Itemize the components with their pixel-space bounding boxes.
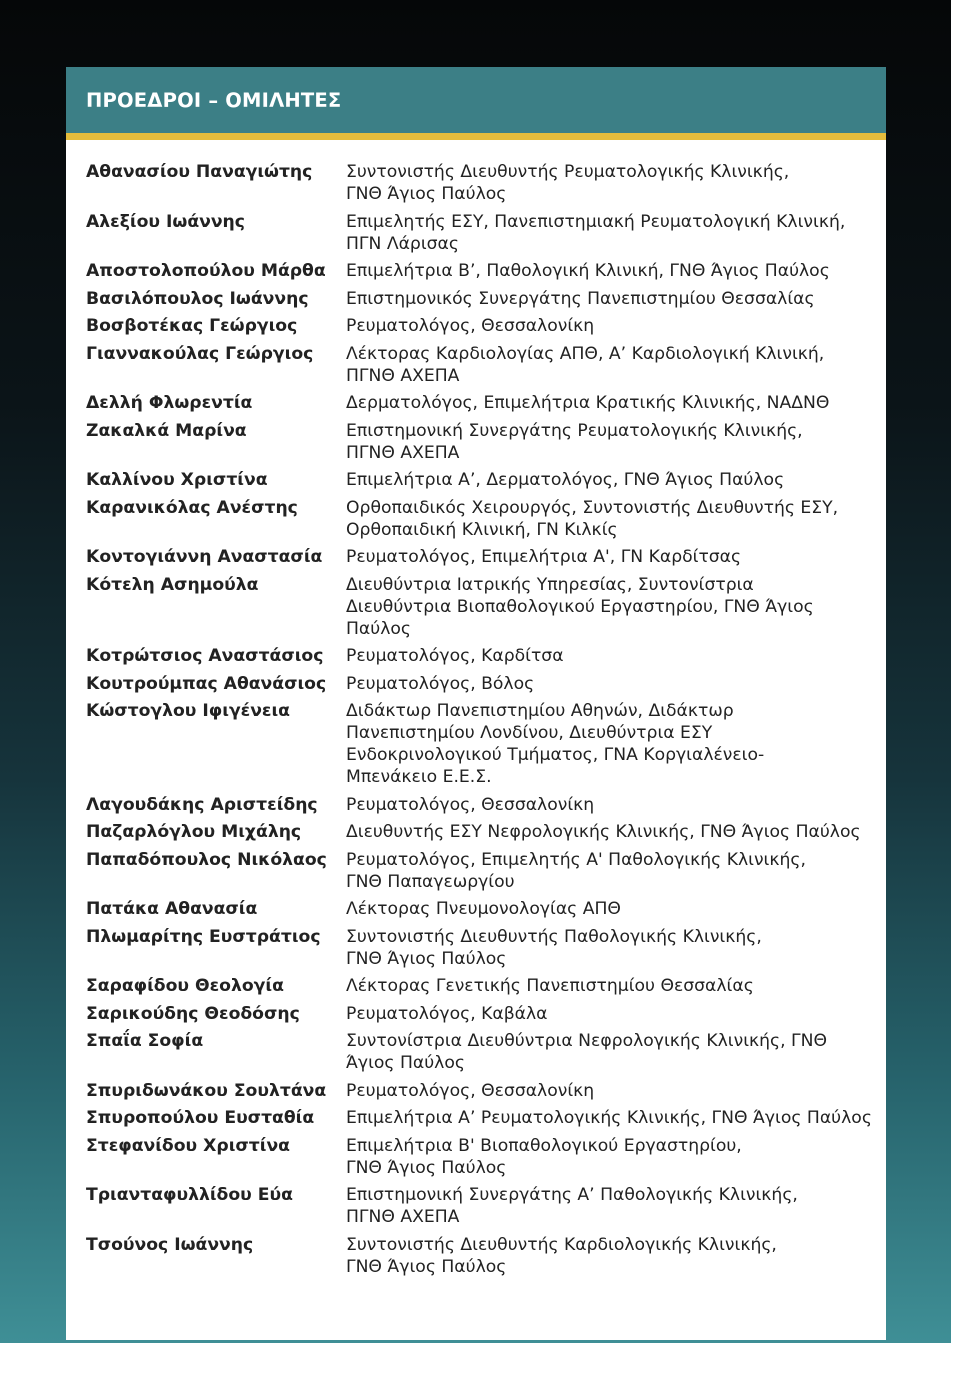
list-item: [86, 392, 876, 414]
list-item: [86, 420, 876, 464]
person-name: Τσούνος Ιωάννης: [86, 1234, 254, 1255]
list-item: [86, 1184, 876, 1228]
person-name: Κότελη Ασημούλα: [86, 574, 259, 595]
list-item: [86, 926, 876, 970]
description-line: Ρευματολόγος, Θεσσαλονίκη: [346, 1080, 595, 1101]
description-line: Παύλος: [346, 618, 411, 639]
description-line: ΓΝΘ Άγιος Παύλος: [346, 184, 507, 204]
person-description: [346, 821, 876, 843]
description-line: ΓΝΘ Παπαγεωργίου: [346, 871, 515, 892]
person-name: Κουτρούμπας Αθανάσιος: [86, 673, 327, 694]
section-title: ΠΡΟΕΔΡΟΙ – ΟΜΙΛΗΤΕΣ: [86, 88, 342, 112]
description-line: Επιμελήτρια Β' Βιοπαθολογικού Εργαστηρίου,: [346, 1135, 742, 1156]
list-item: [86, 821, 876, 843]
list-item: [86, 898, 876, 920]
person-name: Κοτρώτσιος Αναστάσιος: [86, 646, 324, 666]
list-item: [86, 700, 876, 788]
description-line: Συντονιστής Διευθυντής Παθολογικής Κλινικής,: [346, 926, 762, 947]
list-item: [86, 673, 876, 695]
description-line: Επιμελητής ΕΣΥ, Πανεπιστημιακή Ρευματολογική Κλινική,: [346, 211, 846, 232]
list-item: [86, 260, 876, 282]
list-item: [86, 1080, 876, 1102]
person-name: Καλλίνου Χριστίνα: [86, 470, 268, 490]
person-name: Ζακαλκά Μαρίνα: [86, 420, 247, 441]
description-line: Επιμελήτρια Α’, Δερματολόγος, ΓΝΘ Άγιος Παύλος: [346, 470, 785, 490]
list-item: [86, 469, 876, 491]
person-name: Σπαΐα Σοφία: [86, 1031, 204, 1051]
person-description: [346, 420, 876, 464]
list-item: [86, 497, 876, 541]
person-description: [346, 673, 876, 695]
person-name: Κοντογιάννη Αναστασία: [86, 547, 323, 567]
list-item: [86, 645, 876, 667]
list-item: [86, 1234, 876, 1278]
person-description: [346, 898, 876, 920]
description-line: Ρευματολόγος, Επιμελήτρια Α', ΓΝ Καρδίτσας: [346, 547, 742, 567]
description-line: ΓΝΘ Άγιος Παύλος: [346, 1256, 507, 1277]
description-line: ΠΓΝΘ ΑΧΕΠΑ: [346, 1207, 460, 1227]
list-item: [86, 343, 876, 387]
person-description: [346, 1080, 876, 1102]
person-description: [346, 574, 876, 640]
person-description: [346, 315, 876, 337]
person-description: [346, 1003, 876, 1025]
description-line: Ρευματολόγος, Βόλος: [346, 673, 535, 694]
person-name: Σπυροπούλου Ευσταθία: [86, 1108, 315, 1128]
description-line: Μπενάκειο Ε.Ε.Σ.: [346, 767, 492, 787]
person-name: Στεφανίδου Χριστίνα: [86, 1135, 290, 1156]
description-line: ΓΝΘ Άγιος Παύλος: [346, 948, 507, 969]
person-description: [346, 1135, 876, 1179]
description-line: Επιμελήτρια Β’, Παθολογική Κλινική, ΓΝΘ Άγιος Παύλος: [346, 261, 830, 281]
person-name: Σαρικούδης Θεοδόσης: [86, 1003, 300, 1024]
person-name: Πλωμαρίτης Ευστράτιος: [86, 926, 321, 947]
description-line: ΠΓΝΘ ΑΧΕΠΑ: [346, 365, 460, 386]
description-line: Επιμελήτρια Α’ Ρευματολογικής Κλινικής, ΓΝΘ Άγιος Παύλος: [346, 1108, 872, 1128]
person-name: Βασιλόπουλος Ιωάννης: [86, 288, 309, 309]
description-line: Επιστημονικός Συνεργάτης Πανεπιστημίου Θεσσαλίας: [346, 288, 815, 309]
description-line: Άγιος Παύλος: [346, 1053, 465, 1073]
person-name: Λαγουδάκης Αριστείδης: [86, 794, 318, 815]
list-item: [86, 546, 876, 568]
list-item: [86, 574, 876, 640]
person-description: [346, 926, 876, 970]
list-item: [86, 1107, 876, 1129]
description-line: Λέκτορας Γενετικής Πανεπιστημίου Θεσσαλίας: [346, 976, 754, 996]
person-description: [346, 392, 876, 414]
content-card: [66, 67, 886, 1340]
list-item: [86, 975, 876, 997]
description-line: Διευθυντής ΕΣΥ Νεφρολογικής Κλινικής, ΓΝΘ Άγιος Παύλος: [346, 822, 861, 842]
person-name: Γιαννακούλας Γεώργιος: [86, 343, 314, 364]
description-line: Ορθοπαιδική Κλινική, ΓΝ Κιλκίς: [346, 519, 618, 540]
person-description: [346, 211, 876, 255]
person-name: Βοσβοτέκας Γεώργιος: [86, 316, 298, 336]
person-name: Τριανταφυλλίδου Εύα: [86, 1185, 293, 1205]
person-description: [346, 469, 876, 491]
person-name: Αθανασίου Παναγιώτης: [86, 162, 313, 182]
description-line: Ρευματολόγος, Καρδίτσα: [346, 646, 564, 666]
description-line: Λέκτορας Καρδιολογίας ΑΠΘ, Α’ Καρδιολογική Κλινική,: [346, 343, 825, 364]
person-description: [346, 260, 876, 282]
description-line: Επιστημονική Συνεργάτης Α’ Παθολογικής Κλινικής,: [346, 1185, 798, 1205]
description-line: Πανεπιστημίου Λονδίνου, Διευθύντρια ΕΣΥ: [346, 723, 713, 743]
description-line: Επιστημονική Συνεργάτης Ρευματολογικής Κλινικής,: [346, 420, 803, 441]
person-description: [346, 288, 876, 310]
description-line: ΠΓΝ Λάρισας: [346, 233, 459, 254]
description-line: Διευθύντρια Βιοπαθολογικού Εργαστηρίoυ, ΓΝΘ Άγιος: [346, 596, 814, 617]
person-name: Δελλή Φλωρεντία: [86, 393, 253, 413]
list-item: [86, 849, 876, 893]
description-line: Διδάκτωρ Πανεπιστημίου Αθηνών, Διδάκτωρ: [346, 701, 734, 721]
list-item: [86, 1135, 876, 1179]
person-name: Παζαρλόγλου Μιχάλης: [86, 822, 302, 842]
description-line: Ενδοκρινολογικού Τμήματος, ΓΝΑ Κοργιαλένειο-: [346, 745, 765, 765]
description-line: ΓΝΘ Άγιος Παύλος: [346, 1157, 507, 1178]
description-line: Λέκτορας Πνευμονολογίας ΑΠΘ: [346, 899, 621, 919]
person-description: [346, 1107, 876, 1129]
person-name: Παπαδόπουλος Νικόλαος: [86, 849, 327, 870]
person-description: [346, 794, 876, 816]
list-item: [86, 794, 876, 816]
list-item: [86, 161, 876, 205]
list-item: [86, 1030, 876, 1074]
list-item: [86, 315, 876, 337]
person-description: [346, 161, 876, 205]
description-line: Ρευματολόγος, Θεσσαλονίκη: [346, 316, 595, 336]
page-number: 5: [866, 1308, 879, 1330]
list-item: [86, 1003, 876, 1025]
description-line: Δερματολόγος, Επιμελήτρια Κρατικής Κλινικής, ΝΑΔΝΘ: [346, 393, 830, 413]
person-description: [346, 546, 876, 568]
person-description: [346, 700, 876, 788]
description-line: Διευθύντρια Ιατρικής Υπηρεσίας, Συντονίστρια: [346, 574, 754, 595]
person-description: [346, 849, 876, 893]
description-line: Ρευματολόγος, Θεσσαλονίκη: [346, 794, 595, 815]
person-name: Πατάκα Αθανασία: [86, 899, 258, 919]
person-name: Κώστογλου Ιφιγένεια: [86, 701, 290, 721]
description-line: Συντονίστρια Διευθύντρια Νεφρολογικής Κλινικής, ΓΝΘ: [346, 1031, 828, 1051]
person-description: [346, 343, 876, 387]
description-line: Ρευματολόγος, Καβάλα: [346, 1003, 548, 1024]
person-name: Αλεξίου Ιωάννης: [86, 211, 245, 232]
person-description: [346, 497, 876, 541]
section-header: [66, 67, 886, 140]
list-item: [86, 288, 876, 310]
person-name: Σαραφίδου Θεολογία: [86, 976, 284, 996]
person-description: [346, 1030, 876, 1074]
description-line: Συντονιστής Διευθυντής Καρδιολογικής Κλινικής,: [346, 1234, 777, 1255]
person-description: [346, 1234, 876, 1278]
description-line: ΠΓΝΘ ΑΧΕΠΑ: [346, 442, 460, 463]
people-list: [86, 161, 876, 1283]
person-name: Σπυριδωνάκου Σουλτάνα: [86, 1080, 327, 1101]
person-name: Αποστολοπούλου Μάρθα: [86, 261, 326, 281]
person-description: [346, 645, 876, 667]
description-line: Συντονιστής Διευθυντής Ρευματολογικής Κλινικής,: [346, 162, 790, 182]
person-description: [346, 1184, 876, 1228]
list-item: [86, 211, 876, 255]
person-description: [346, 975, 876, 997]
person-name: Καρανικόλας Ανέστης: [86, 497, 298, 518]
description-line: Ορθοπαιδικός Χειρουργός, Συντονιστής Διευθυντής ΕΣΥ,: [346, 497, 839, 518]
description-line: Ρευματολόγος, Επιμελητής Α' Παθολογικής Κλινικής,: [346, 849, 806, 870]
